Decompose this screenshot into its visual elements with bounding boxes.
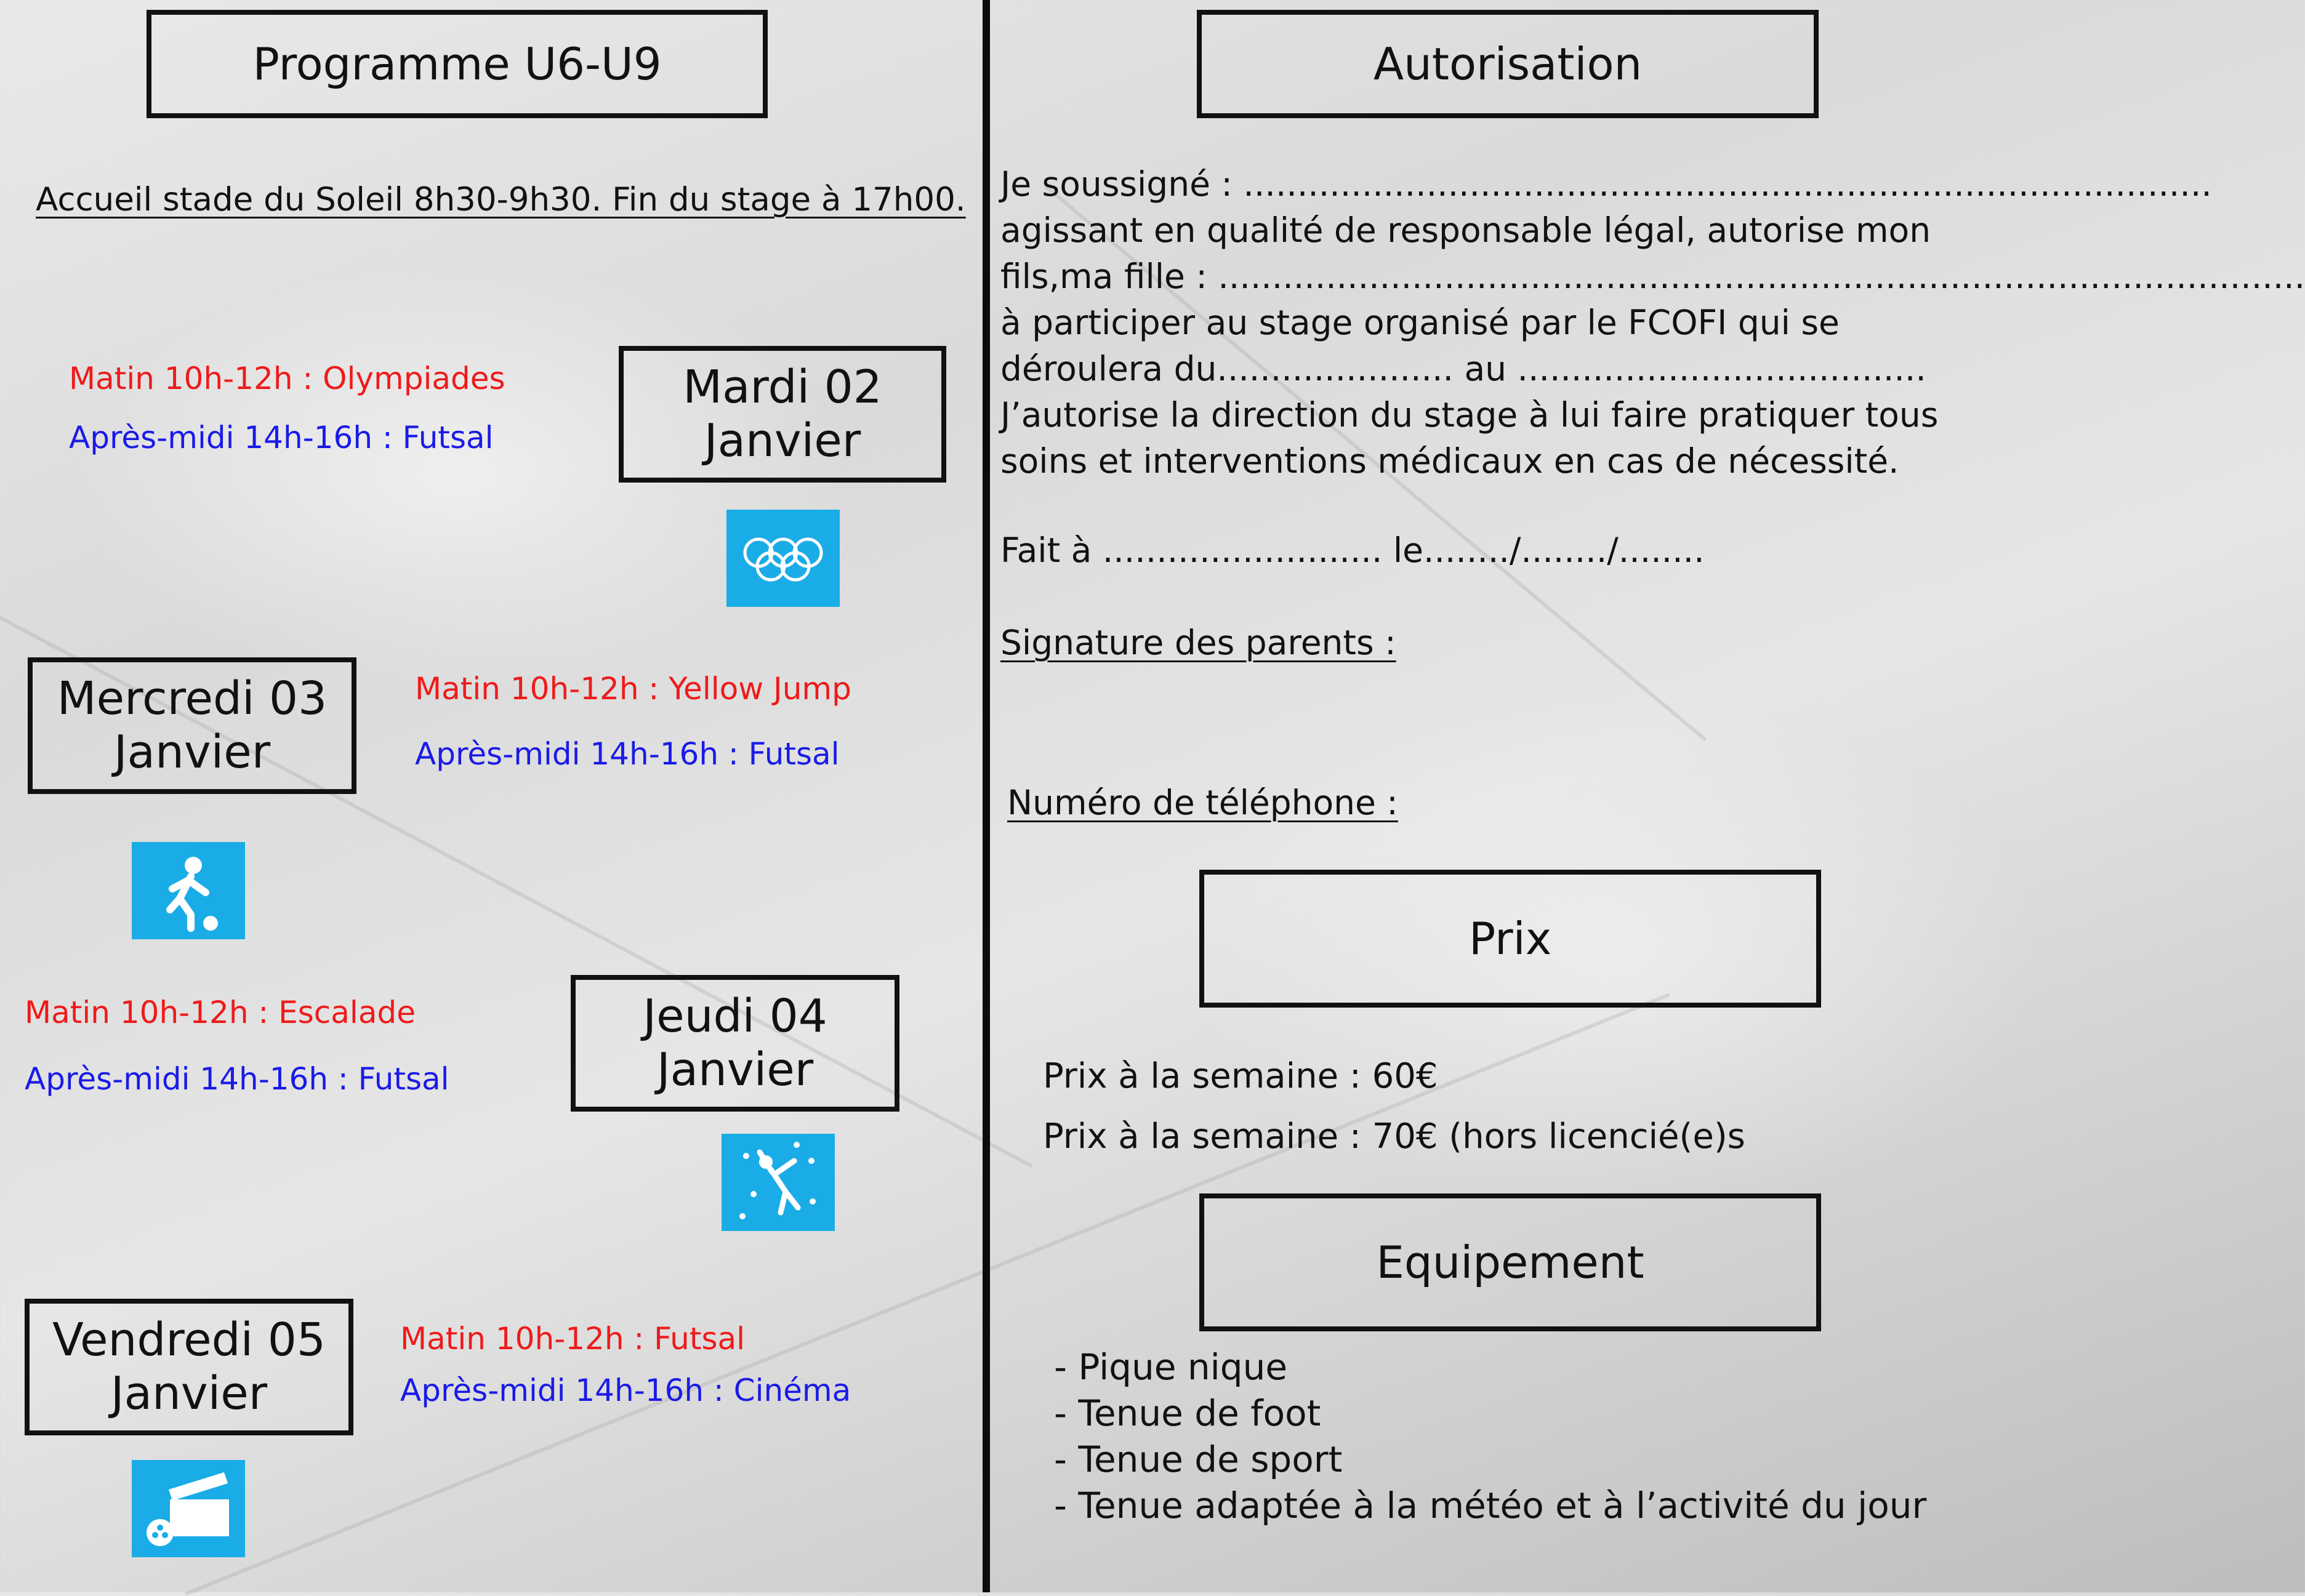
day1-morning: Matin 10h-12h : Olympiades bbox=[69, 361, 505, 396]
day2-date-box bbox=[28, 657, 356, 794]
list-item: - Tenue de sport bbox=[1054, 1438, 1343, 1480]
day3-afternoon: Après-midi 14h-16h : Futsal bbox=[25, 1061, 449, 1097]
day2-line1: Mercredi 03 bbox=[57, 672, 328, 725]
day3-line1: Jeudi 04 bbox=[643, 989, 827, 1043]
cinema-clapperboard-icon bbox=[132, 1460, 245, 1557]
form-line: J’autorise la direction du stage à lui faire pratiquer tous bbox=[1000, 395, 1939, 435]
day4-morning: Matin 10h-12h : Futsal bbox=[400, 1321, 746, 1357]
form-line: soins et interventions médicaux en cas de nécessité. bbox=[1000, 441, 1899, 481]
day4-afternoon: Après-midi 14h-16h : Cinéma bbox=[400, 1373, 851, 1408]
day4-line1: Vendredi 05 bbox=[52, 1313, 326, 1366]
program-title-box bbox=[147, 10, 768, 118]
autorisation-title: Autorisation bbox=[1373, 38, 1643, 90]
equipment-list bbox=[1054, 1344, 1926, 1529]
signature-label: Signature des parents : bbox=[1000, 623, 1396, 662]
football-player-icon bbox=[132, 842, 245, 939]
day3-date-box bbox=[571, 975, 899, 1112]
program-title: Programme U6-U9 bbox=[252, 38, 662, 90]
day2-line2: Janvier bbox=[113, 726, 271, 779]
prix-title: Prix bbox=[1468, 912, 1552, 964]
form-line: fils,ma fille : ..................................................................................................... bbox=[1000, 257, 2305, 296]
day2-afternoon: Après-midi 14h-16h : Futsal bbox=[415, 736, 840, 772]
fait-a-line: Fait à .......................... le......../......../........ bbox=[1000, 531, 1705, 570]
equipement-title: Equipement bbox=[1376, 1236, 1644, 1288]
prix-line-2: Prix à la semaine : 70€ (hors licencié(e)s bbox=[1043, 1117, 1745, 1157]
list-item: - Tenue de foot bbox=[1054, 1392, 1321, 1434]
phone-label: Numéro de téléphone : bbox=[1007, 783, 1398, 822]
form-line: déroulera du...................... au ...................................... bbox=[1000, 349, 1926, 388]
day1-date-box bbox=[619, 346, 946, 483]
list-item: - Tenue adaptée à la météo et à l’activité du jour bbox=[1054, 1485, 1927, 1526]
prix-line-1: Prix à la semaine : 60€ bbox=[1043, 1056, 1438, 1096]
olympic-rings-icon bbox=[726, 510, 840, 607]
climbing-icon bbox=[722, 1134, 835, 1231]
day1-line2: Janvier bbox=[704, 414, 861, 467]
day2-morning: Matin 10h-12h : Yellow Jump bbox=[415, 671, 851, 707]
day1-line1: Mardi 02 bbox=[683, 360, 882, 414]
day1-afternoon: Après-midi 14h-16h : Futsal bbox=[69, 420, 494, 455]
column-divider bbox=[983, 0, 990, 1592]
form-line: à participer au stage organisé par le FCOFI qui se bbox=[1000, 303, 1840, 342]
form-line: agissant en qualité de responsable légal, autorise mon bbox=[1000, 211, 1931, 250]
day4-date-box bbox=[25, 1299, 353, 1435]
day3-line2: Janvier bbox=[656, 1043, 814, 1096]
day4-line2: Janvier bbox=[110, 1367, 268, 1420]
prix-title-box bbox=[1199, 870, 1821, 1008]
intro-text: Accueil stade du Soleil 8h30-9h30. Fin du stage à 17h00. bbox=[36, 181, 966, 219]
form-line: Je soussigné : .......................................................................................... bbox=[1000, 164, 2212, 204]
list-item: - Pique nique bbox=[1054, 1346, 1288, 1388]
autorisation-title-box bbox=[1197, 10, 1819, 118]
day3-morning: Matin 10h-12h : Escalade bbox=[25, 995, 416, 1030]
authorization-form bbox=[1000, 161, 2305, 484]
equipement-title-box bbox=[1199, 1193, 1821, 1331]
